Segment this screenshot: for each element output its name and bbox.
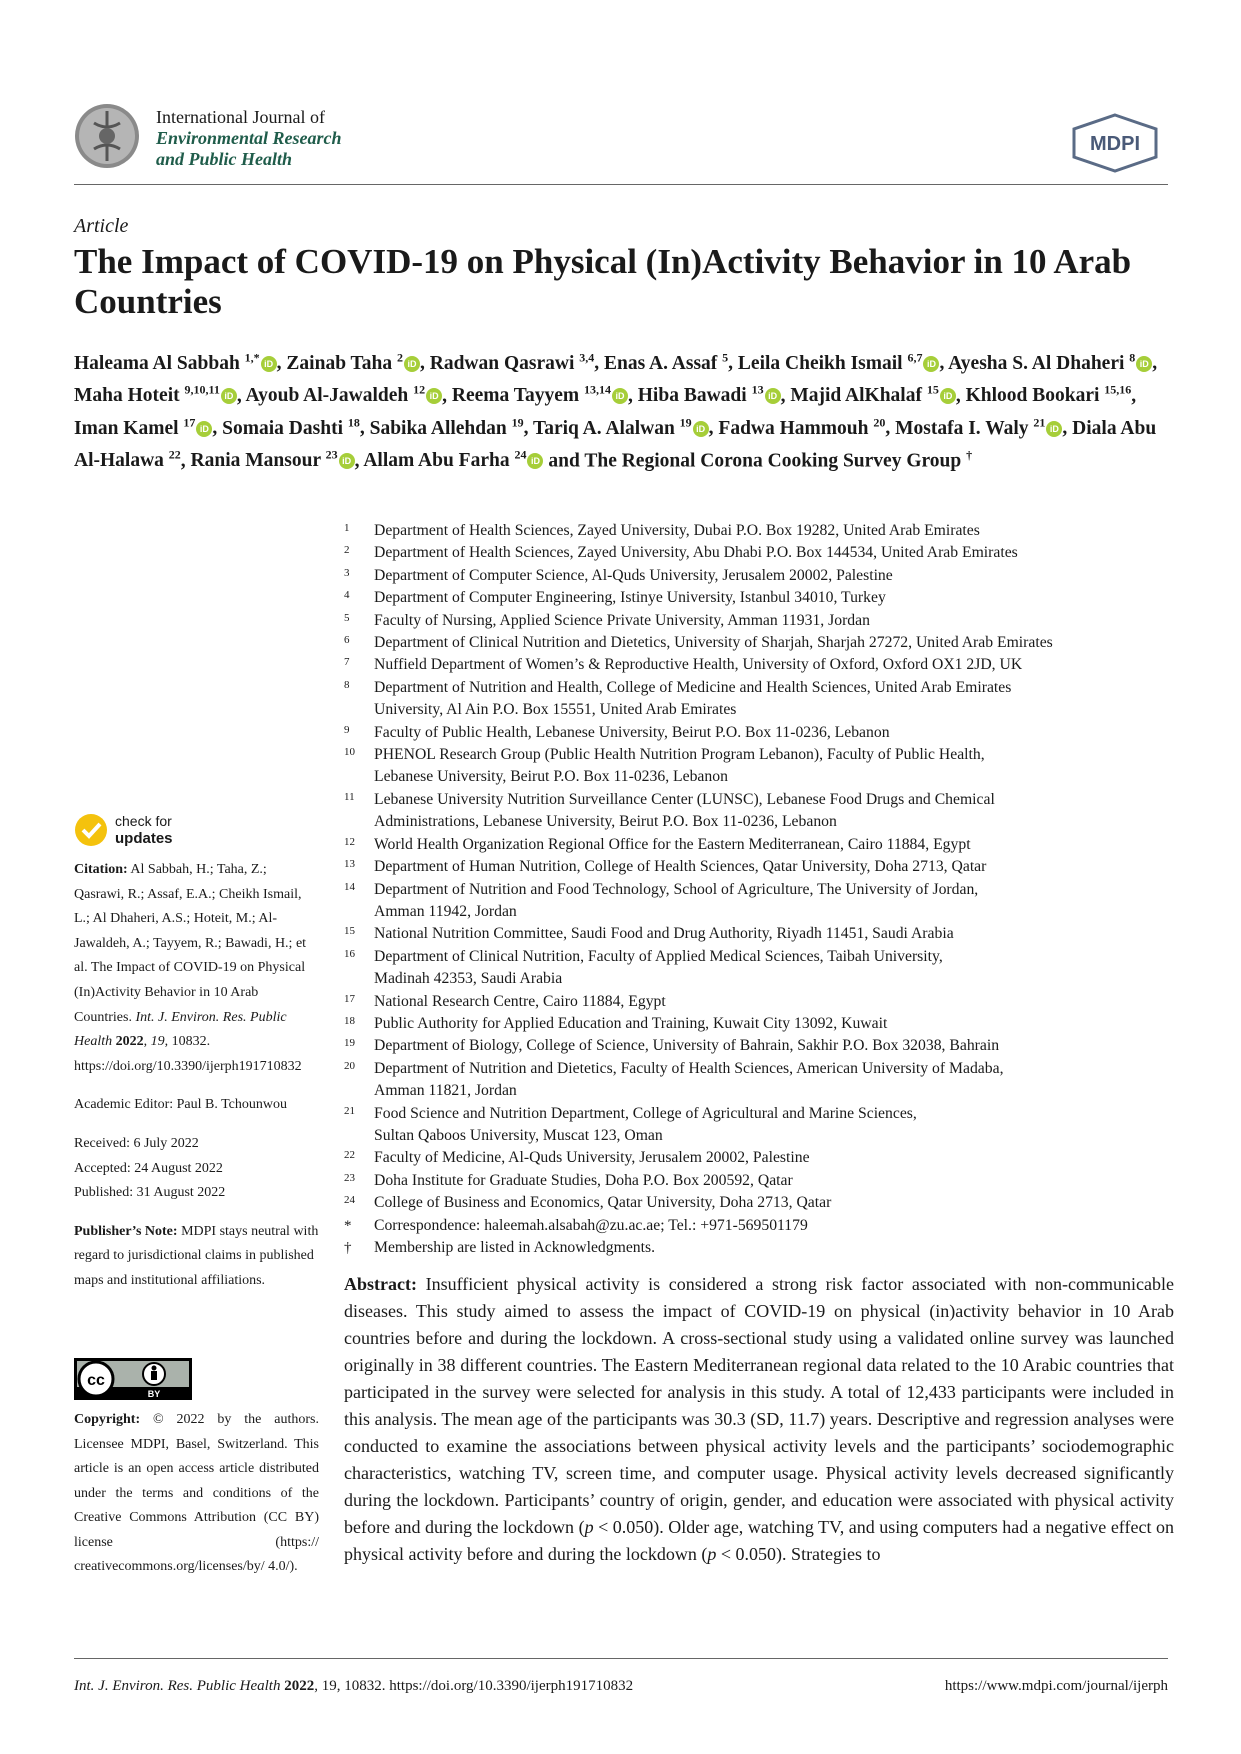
footer-year: 2022 xyxy=(284,1678,315,1694)
academic-editor: Academic Editor: Paul B. Tchounwou xyxy=(74,1097,288,1113)
author-affiliation-sup: 12 xyxy=(413,382,426,397)
abstract-text-2: < 0.050). Older age, watching TV, and using computers had a negative effect on physical activity before and during the lockdown ( xyxy=(344,1517,1174,1564)
affiliation-number: 11 xyxy=(344,790,355,803)
author-affiliation-sup: 19 xyxy=(679,415,692,429)
publisher-note-label: Publisher’s Note: xyxy=(74,1223,178,1239)
orcid-icon[interactable]: iD xyxy=(940,388,956,404)
affiliation-text: World Health Organization Regional Office for the Eastern Mediterranean, Cairo 11884, Egypt xyxy=(374,835,971,853)
author-name: Enas A. Assaf xyxy=(604,352,718,374)
journal-name-line1: International Journal of xyxy=(156,107,325,127)
footer-journal: Int. J. Environ. Res. Public Health xyxy=(74,1678,281,1694)
affiliation-number: 8 xyxy=(344,678,350,691)
affiliation-item xyxy=(344,610,1174,632)
author-name: Fadwa Hammouh xyxy=(718,417,869,439)
orcid-icon[interactable]: iD xyxy=(196,421,212,437)
affiliation-text: Amman 11821, Jordan xyxy=(374,1082,517,1100)
affiliation-text: Doha Institute for Graduate Studies, Doha P.O. Box 200592, Qatar xyxy=(374,1171,793,1189)
affiliation-text: Food Science and Nutrition Department, College of Agricultural and Marine Sciences, xyxy=(374,1104,917,1122)
affiliation-item xyxy=(344,1013,1174,1035)
author-name: Allam Abu Farha xyxy=(363,450,510,471)
orcid-icon[interactable]: iD xyxy=(923,356,939,372)
author xyxy=(190,447,355,471)
affiliation-number: 2 xyxy=(344,544,350,557)
author xyxy=(222,415,360,439)
affiliation-text: Public Authority for Applied Education and Training, Kuwait City 13092, Kuwait xyxy=(374,1014,888,1032)
header-divider xyxy=(74,184,1168,185)
affiliation-item xyxy=(344,1147,1174,1169)
citation: Citation: Al Sabbah, H.; Taha, Z.; Qasrawi, R.; Assaf, E.A.; Cheikh Ismail, L.; Al Dhaheri, A.S.; Hoteit, M.; Al-Jawaldeh, A.; Tayyem, R.; Bawadi, H.; et al. The Impact of COVID-19 on Physical (In)Activity Behavior in 10 Arab Countries. Int. J. Environ. Res. Public Health 2022, 19, 10832. https://doi.org/10.3390/ijerph191710832 xyxy=(74,862,307,1074)
author-name: Ayoub Al-Jawaldeh xyxy=(245,385,409,406)
affiliation-item xyxy=(344,789,1174,834)
author-affiliation-sup: 1,* xyxy=(244,350,260,364)
author-name: Tariq A. Alalwan xyxy=(533,417,675,439)
author-name: Hiba Bawadi xyxy=(637,385,747,406)
author xyxy=(74,382,237,406)
affiliation-text: Department of Biology, College of Science, University of Bahrain, Sakhir P.O. Box 32038, Bahrain xyxy=(374,1037,1000,1055)
affiliation-text: College of Business and Economics, Qatar University, Doha 2713, Qatar xyxy=(374,1194,832,1212)
check-for-updates[interactable] xyxy=(74,813,214,849)
author xyxy=(965,382,1132,406)
affiliation-text: Department of Nutrition and Food Technology, School of Agriculture, The University of Jordan, xyxy=(374,880,979,898)
orcid-icon[interactable]: iD xyxy=(221,388,237,404)
orcid-icon[interactable]: iD xyxy=(404,356,420,372)
author-affiliation-sup: 13,14 xyxy=(584,382,612,397)
affiliation-text: Department of Nutrition and Dietetics, Faculty of Health Sciences, American University of Madaba, xyxy=(374,1059,1004,1077)
cc-by-text: BY xyxy=(147,1389,161,1399)
citation-label: Citation: xyxy=(74,862,128,877)
affiliation-item xyxy=(344,856,1174,878)
check-updates-line2: updates xyxy=(115,830,173,847)
affiliation-number: 14 xyxy=(344,880,355,893)
article-sidebar xyxy=(74,858,319,1294)
author-affiliation-sup: 8 xyxy=(1129,350,1136,364)
author-affiliation-sup: 15 xyxy=(926,382,939,397)
author-affiliation-sup: 24 xyxy=(514,447,527,462)
affiliation-text: National Research Centre, Cairo 11884, Egypt xyxy=(374,992,666,1010)
affiliation-item xyxy=(344,1215,1174,1237)
author xyxy=(895,415,1062,439)
author xyxy=(286,350,420,374)
affiliation-number: 15 xyxy=(344,925,355,938)
mdpi-logo xyxy=(1070,113,1160,173)
affiliation-number: 9 xyxy=(344,723,350,736)
author xyxy=(533,415,709,439)
author xyxy=(245,382,443,406)
affiliation-text: Sultan Qaboos University, Muscat 123, Oman xyxy=(374,1126,663,1144)
author xyxy=(718,415,886,439)
affiliation-number: 22 xyxy=(344,1149,355,1162)
affiliation-number: 16 xyxy=(344,947,355,960)
author-name: Diala Abu Al-Halawa xyxy=(74,417,1157,471)
affiliation-item xyxy=(344,834,1174,856)
orcid-icon[interactable]: iD xyxy=(693,421,709,437)
orcid-icon[interactable]: iD xyxy=(1046,421,1062,437)
author xyxy=(363,447,543,471)
affiliation-text: Department of Computer Engineering, Istinye University, Istanbul 34010, Turkey xyxy=(374,589,886,607)
author-affiliation-sup: 5 xyxy=(722,350,729,364)
article-title: The Impact of COVID-19 on Physical (In)Activity Behavior in 10 Arab Countries xyxy=(74,242,1132,321)
affiliation-number: 6 xyxy=(344,634,350,647)
orcid-icon[interactable]: iD xyxy=(426,388,442,404)
affiliation-text: Department of Health Sciences, Zayed University, Dubai P.O. Box 19282, United Arab Emirates xyxy=(374,522,980,539)
author-affiliation-sup: 21 xyxy=(1033,415,1046,429)
abstract-p-symbol-1: p xyxy=(584,1517,594,1537)
footer-divider xyxy=(74,1658,1168,1659)
affiliation-text: PHENOL Research Group (Public Health Nutrition Program Lebanon), Faculty of Public Health, xyxy=(374,746,985,764)
affiliation-number: 20 xyxy=(344,1059,355,1072)
affiliation-item xyxy=(344,1035,1174,1057)
author-name: Haleama Al Sabbah xyxy=(74,352,240,374)
affiliation-list xyxy=(344,520,1174,1259)
affiliation-text: Madinah 42353, Saudi Arabia xyxy=(374,970,563,988)
affiliation-number: * xyxy=(344,1217,352,1234)
author-name: Khlood Bookari xyxy=(965,385,1100,406)
affiliation-text: Department of Clinical Nutrition and Dietetics, University of Sharjah, Sharjah 27272, United Arab Emirates xyxy=(374,634,1053,652)
affiliation-item xyxy=(344,542,1174,564)
publisher-note xyxy=(74,1220,319,1294)
affiliation-text: Amman 11942, Jordan xyxy=(374,902,517,920)
author-group-sup: † xyxy=(966,447,973,462)
journal-name-line3: and Public Health xyxy=(156,149,293,169)
affiliation-text: Faculty of Nursing, Applied Science Private University, Amman 11931, Jordan xyxy=(374,611,870,629)
abstract-text-1: Insufficient physical activity is considered a strong risk factor associated with non-communicable diseases. This study aimed to assess the impact of COVID-19 on physical (in)activity behavior in 10 Arab countries before and during the lockdown. A cross-sectional study using a validated online survey was launched originally in 38 different countries. The Eastern Mediterranean regional data related to the 10 Arabic countries that participated in the survey were selected for analysis in this study. A total of 12,433 participants were included in this analysis. The mean age of the participants was 30.3 (SD, 11.7) years. Descriptive and regression analyses were conducted to examine the associations between physical activity levels and the participants’ sociodemographic characteristics, watching TV, screen time, and computer usage. Physical activity levels decreased significantly during the lockdown. Participants’ country of origin, gender, and education were associated with physical activity before and during the lockdown ( xyxy=(344,1274,1175,1537)
affiliation-number: 4 xyxy=(344,589,350,602)
author-name: Sabika Allehdan xyxy=(369,417,507,439)
publisher-note-text: MDPI stays neutral with regard to jurisdictional claims in published maps and institutional affiliations. xyxy=(74,1223,319,1288)
affiliation-text: University, Al Ain P.O. Box 15551, United Arab Emirates xyxy=(374,701,737,719)
affiliation-item xyxy=(344,1058,1174,1103)
affiliation-number: 24 xyxy=(344,1194,355,1207)
affiliation-number: 10 xyxy=(344,746,355,759)
footer-journal-url[interactable]: https://www.mdpi.com/journal/ijerph xyxy=(944,1678,1168,1694)
footer-citation xyxy=(74,1678,633,1695)
copyright-label: Copyright: xyxy=(74,1412,141,1427)
affiliation-number: 19 xyxy=(344,1037,355,1050)
author xyxy=(74,415,212,439)
affiliation-text: National Nutrition Committee, Saudi Food and Drug Authority, Riyadh 11451, Saudi Arabia xyxy=(374,925,954,943)
author-name: Leila Cheikh Ismail xyxy=(737,352,903,374)
affiliation-text: Faculty of Public Health, Lebanese University, Beirut P.O. Box 11-0236, Lebanon xyxy=(374,723,890,741)
author xyxy=(74,350,277,374)
author-affiliation-sup: 18 xyxy=(347,415,360,429)
orcid-icon[interactable]: iD xyxy=(1136,356,1152,372)
author-affiliation-sup: 22 xyxy=(168,447,181,462)
citation-doi[interactable]: 10832. https://doi.org/10.3390/ijerph191710832 xyxy=(74,1034,302,1074)
affiliation-number: 23 xyxy=(344,1171,355,1184)
copyright-notice xyxy=(74,1408,319,1580)
author-name: Ayesha S. Al Dhaheri xyxy=(948,352,1125,374)
article-type: Article xyxy=(74,215,129,237)
affiliation-number: 3 xyxy=(344,566,350,579)
orcid-icon[interactable]: iD xyxy=(339,453,355,469)
orcid-icon[interactable]: iD xyxy=(527,453,543,469)
affiliation-number: 12 xyxy=(344,835,355,848)
author-affiliation-sup: 15,16 xyxy=(1104,382,1132,397)
author-name: Reema Tayyem xyxy=(451,385,580,406)
check-updates-line1: check for xyxy=(115,813,172,829)
affiliation-text: Correspondence: haleemah.alsabah@zu.ac.ae; Tel.: +971-569501179 xyxy=(374,1216,808,1234)
affiliation-number: 17 xyxy=(344,992,355,1005)
published-date: Published: 31 August 2022 xyxy=(74,1185,226,1201)
affiliation-number: 7 xyxy=(344,656,350,669)
author-name: Majid AlKhalaf xyxy=(790,385,922,406)
author-affiliation-sup: 6,7 xyxy=(907,350,923,364)
author xyxy=(369,415,524,439)
affiliation-item xyxy=(344,722,1174,744)
copyright-text: © 2022 by the authors. Licensee MDPI, Basel, Switzerland. This article is an open access article distributed under the terms and conditions of the Creative Commons Attribution (CC BY) license (https:// creativecommons.org/licenses/by/ 4.0/). xyxy=(74,1412,319,1574)
citation-journal: Int. J. Environ. Res. Public Health xyxy=(74,1009,287,1050)
affiliation-item xyxy=(344,946,1174,991)
author-and: and xyxy=(548,450,580,471)
author-name: Radwan Qasrawi xyxy=(429,352,575,374)
author-name: Mostafa I. Waly xyxy=(895,417,1029,439)
journal-logo xyxy=(74,103,140,169)
orcid-icon[interactable]: iD xyxy=(261,356,277,372)
journal-name xyxy=(156,107,342,170)
affiliation-text: Lebanese University, Beirut P.O. Box 11-0236, Lebanon xyxy=(374,768,728,786)
affiliation-item xyxy=(344,923,1174,945)
attribution-icon xyxy=(152,1366,157,1371)
affiliation-item xyxy=(344,632,1174,654)
affiliation-item xyxy=(344,1192,1174,1214)
footer-doi[interactable]: , 19, 10832. https://doi.org/10.3390/ijerph191710832 xyxy=(314,1678,634,1694)
author-affiliation-sup: 19 xyxy=(511,415,524,429)
affiliation-text: Lebanese University Nutrition Surveillance Center (LUNSC), Lebanese Food Drugs and Chemical xyxy=(374,790,995,808)
author-affiliation-sup: 17 xyxy=(183,415,196,429)
affiliation-number: 5 xyxy=(344,611,350,624)
abstract-text-3: < 0.050). Strategies to xyxy=(716,1544,881,1564)
affiliation-number: 13 xyxy=(344,858,355,871)
affiliation-text: Department of Computer Science, Al-Quds University, Jerusalem 20002, Palestine xyxy=(374,566,893,584)
accepted-date: Accepted: 24 August 2022 xyxy=(74,1160,223,1176)
citation-text: Al Sabbah, H.; Taha, Z.; Qasrawi, R.; Assaf, E.A.; Cheikh Ismail, L.; Al Dhaheri, A.S.; Hoteit, M.; Al-Jawaldeh, A.; Tayyem, R.; Bawadi, H.; et al. The Impact of COVID-19 on Physical (In)Activity Behavior in 10 Arab Countries. xyxy=(74,862,307,1025)
affiliation-text: Membership are listed in Acknowledgments. xyxy=(374,1239,656,1256)
affiliation-text: Nuffield Department of Women’s & Reproductive Health, University of Oxford, Oxford OX1 2JD, UK xyxy=(374,656,1023,674)
author-name: Somaia Dashti xyxy=(222,417,343,439)
author xyxy=(948,350,1152,374)
affiliation-item xyxy=(344,677,1174,722)
affiliation-text: Department of Nutrition and Health, College of Medicine and Health Sciences, United Arab Emirates xyxy=(374,678,1012,696)
received-date: Received: 6 July 2022 xyxy=(74,1135,199,1151)
author-group: The Regional Corona Cooking Survey Group xyxy=(584,450,962,471)
affiliation-number: 21 xyxy=(344,1104,355,1117)
author-affiliation-sup: 3,4 xyxy=(579,350,595,364)
author-affiliation-sup: 23 xyxy=(325,447,338,462)
cc-icon: cc xyxy=(87,1372,105,1389)
affiliation-text: Department of Clinical Nutrition, Faculty of Applied Medical Sciences, Taibah University, xyxy=(374,947,943,965)
affiliation-item xyxy=(344,565,1174,587)
affiliation-item xyxy=(344,1170,1174,1192)
affiliation-item xyxy=(344,1103,1174,1148)
affiliation-item xyxy=(344,520,1174,542)
orcid-icon[interactable]: iD xyxy=(765,388,781,404)
author xyxy=(790,382,956,406)
author xyxy=(604,350,729,374)
affiliation-item xyxy=(344,1237,1174,1259)
affiliation-text: Faculty of Medicine, Al-Quds University, Jerusalem 20002, Palestine xyxy=(374,1149,810,1167)
author-name: Iman Kamel xyxy=(74,417,179,439)
author-name: Maha Hoteit xyxy=(74,385,180,406)
orcid-icon[interactable]: iD xyxy=(612,388,628,404)
affiliation-item xyxy=(344,654,1174,676)
citation-year: 2022 xyxy=(115,1034,144,1050)
affiliation-number: 18 xyxy=(344,1014,355,1027)
affiliation-number: † xyxy=(344,1240,352,1256)
mdpi-logo-text: MDPI xyxy=(1090,133,1140,155)
affiliation-item xyxy=(344,879,1174,924)
author xyxy=(637,382,781,406)
journal-name-line2: Environmental Research xyxy=(156,128,342,148)
author xyxy=(451,382,628,406)
author-affiliation-sup: 2 xyxy=(397,350,403,364)
affiliation-item xyxy=(344,744,1174,789)
affiliation-item xyxy=(344,991,1174,1013)
affiliation-number: 1 xyxy=(344,522,350,534)
abstract-label: Abstract: xyxy=(344,1274,417,1294)
abstract-p-symbol-2: p xyxy=(707,1544,717,1564)
cc-by-license-badge[interactable] xyxy=(74,1358,192,1400)
affiliation-text: Administrations, Lebanese University, Beirut P.O. Box 11-0236, Lebanon xyxy=(374,813,837,831)
author-affiliation-sup: 9,10,11 xyxy=(184,382,220,397)
abstract xyxy=(344,1271,1174,1568)
author xyxy=(429,350,595,374)
affiliation-text: Department of Human Nutrition, College of Health Sciences, Qatar University, Doha 2713, Qatar xyxy=(374,858,987,876)
citation-volume: 19 xyxy=(150,1034,165,1050)
check-updates-icon xyxy=(74,813,108,847)
author xyxy=(737,350,940,374)
author-name: Zainab Taha xyxy=(286,352,393,374)
affiliation-text: Department of Health Sciences, Zayed University, Abu Dhabi P.O. Box 144534, United Arab Emirates xyxy=(374,544,1018,562)
author-affiliation-sup: 20 xyxy=(873,415,886,429)
author-affiliation-sup: 13 xyxy=(751,382,764,397)
author-name: Rania Mansour xyxy=(190,450,321,471)
author-list: Haleama Al Sabbah $^{1,*}$ iD , Zainab Taha $^2$ iD , Radwan Qasrawi $^{3,4}$, Enas A. Assaf $^5$, Leila Cheikh Ismail $^{6,7}$ iD , Ayesha S. Al Dhaheri $^8$ iD , Maha Hoteit $^{9,10,11}$ iD , Ayoub Al-Jawaldeh $^{12}$ iD , Reema Tayyem $^{13,14}$ iD , Hiba Bawadi $^{13}$ iD , Majid AlKhalaf $^{15}$ iD , Khlood Bookari $^{15,16}$, Iman Kamel $^{17}$ iD , Somaia Dashti $^{18}$, Sabika Allehdan $^{19}$, Tariq A. Alalwan $^{19}$ iD , Fadwa Hammouh $^{20}$, Mostafa I. Waly $^{21}$ iD , Diala Abu Al-Halawa $^{22}$, Rania Mansour $^{23}$ iD , Allam Abu Farha $^{24}$ iD and The Regional Corona Cooking Survey Group † xyxy=(74,350,1158,471)
affiliation-item xyxy=(344,587,1174,609)
